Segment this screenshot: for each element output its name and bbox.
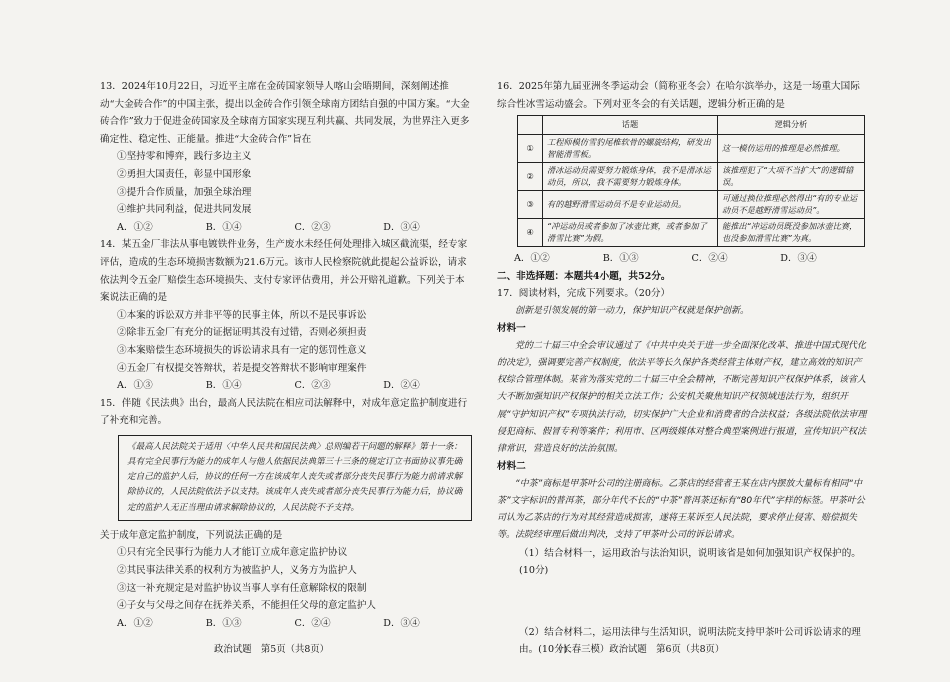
section-2-heading: 二、非选择题：本题共4小题，共52分。 — [497, 270, 671, 282]
q14-choice-d: D．②④ — [383, 380, 420, 392]
q16-row-2-topic: 滑冰运动员需要努力锻炼身体，我不是滑冰运动员，所以，我不需要努力锻炼身体。 — [543, 163, 718, 191]
q16-row-4-analysis: 能推出“冲运动员既没参加冰壶比赛，也没参加滑雪比赛”为真。 — [718, 219, 865, 247]
q14-choice-b: B．①④ — [205, 380, 242, 392]
q15-item-2: ②其民事法律关系的权利方为被监护人，义务方为监护人 — [117, 565, 357, 577]
q15-item-4: ④子女与父母之间存在抚养关系，不能担任父母的意定监护人 — [117, 600, 377, 612]
q16-row-3-topic: 有的越野滑雪运动员不是专业运动员。 — [543, 191, 718, 219]
q16-stem: 16．2025年第九届亚洲冬季运动会（简称亚冬会）在哈尔滨举办，这是一场重大国际综合性冰雪运动盛会。下列对亚冬会的有关话题，逻辑分析正确的是 — [497, 81, 860, 110]
q16-header-topic: 话题 — [543, 116, 718, 135]
q17-material-2: “中茶”商标是甲茶叶公司的注册商标。乙茶店的经营者王某在店内摆放大量标有相同“中茶”文字标识的普洱茶，部分年代不长的“中茶”普洱茶还标有“80年代”字样的标签。甲茶叶公司认为乙茶店的行为对其经营造成损害，遂将王某诉至人民法院，要求停止侵害、赔偿损失等。法院经审理后做出判决，支持了甲茶叶公司的诉讼请求。 — [497, 478, 865, 541]
q16-header-analysis: 逻辑分析 — [718, 116, 865, 135]
q13-choice-b: B．①④ — [205, 221, 242, 233]
q16-header-blank — [518, 116, 543, 135]
page-6-footer: （长春三模）政治试题 第6页（共8页） — [553, 644, 725, 655]
q15-item-1: ①只有完全民事行为能力人才能订立成年意定监护协议 — [117, 547, 348, 559]
q13-stem: 13．2024年10月22日，习近平主席在金砖国家领导人喀山会晤期间，深刻阐述推动“大金砖合作”的中国主张，提出以金砖合作引领全球南方团结自强的中国方案。“大金砖合作”致力于促进金砖国家及全球南方国家实现互利共赢、共同发展，为世界注入更多确定性、稳定性、正能量。推进“大金砖合作”旨在 — [100, 81, 470, 145]
page-5 — [100, 78, 472, 632]
q14-item-2: ②除非五金厂有充分的证据证明其没有过错，否则必须担责 — [117, 327, 367, 339]
q13-choice-a: A．①② — [117, 221, 153, 233]
q14-choice-c: C．②③ — [294, 380, 331, 392]
q13-choice-c: C．②③ — [294, 221, 331, 233]
q13-item-1: ①坚持零和博弈，践行多边主义 — [117, 151, 252, 163]
q14-choices — [100, 377, 472, 395]
q16-row-3-num: ③ — [518, 191, 543, 219]
q16-choices — [497, 250, 869, 268]
page-5-footer: 政治试题 第5页（共8页） — [214, 644, 330, 655]
table-row — [518, 163, 865, 191]
q13-choice-d: D．③④ — [383, 221, 420, 233]
q15-item-3: ③这一补充规定是对监护协议当事人享有任意解除权的限制 — [117, 582, 367, 594]
q17-subquestion-1: （1）结合材料一，运用政治与法治知识，说明该省是如何加强知识产权保护的。(10分) — [519, 547, 861, 577]
q17-material-1: 党的二十届三中全会审议通过了《中共中央关于进一步全面深化改革、推进中国式现代化的决定》，强调要完善产权制度，依法平等长久保护各类经营主体财产权，建立高效的知识产权综合管理体制。某省为落实党的二十届三中全会精神，不断完善知识产权保护体系，该省人大不断加强知识产权保护的相关立法工作；公安机关聚焦知识产权领域违法行为，组织开展“守护知识产权”专项执法行动，切实保护广大企业和消费者的合法权益；各级法院依法审理侵犯商标、假冒专利等案件；利用市、区两级媒体对整合典型案例进行报道，宣传知识产权法律常识，营造良好的法治氛围。 — [497, 340, 867, 454]
q16-row-2-num: ② — [518, 163, 543, 191]
q15-choice-b: B．①③ — [205, 617, 242, 629]
q16-choice-d: D．③④ — [780, 253, 817, 265]
q16-row-2-analysis: 该推理犯了“大项不当扩大”的逻辑错误。 — [718, 163, 865, 191]
q14-item-3: ③本案赔偿生态环境损失的诉讼请求具有一定的惩罚性意义 — [117, 344, 367, 356]
q14-choice-a: A．①③ — [117, 380, 153, 392]
q16-row-1-topic: 工程师模仿雪豹尾椎软骨的螺旋结构，研发出智能滑雪板。 — [543, 135, 718, 163]
q14-item-1: ①本案的诉讼双方并非平等的民事主体，所以不是民事诉讼 — [117, 309, 367, 321]
q17-material-1-title: 材料一 — [497, 323, 526, 335]
q15-choices — [100, 615, 472, 633]
q17-stem: 17．阅读材料，完成下列要求。（20分） — [497, 288, 671, 300]
q13-item-3: ③提升合作质量，加强全球治理 — [117, 186, 252, 198]
q16-row-3-analysis: 可通过换位推理必然得出“有的专业运动员不是越野滑雪运动员”。 — [718, 191, 865, 219]
q16-choice-b: B．①③ — [602, 253, 639, 265]
q16-row-1-num: ① — [518, 135, 543, 163]
table-row — [518, 191, 865, 219]
q14-item-4: ④五金厂有权提交答辩状，若是提交答辩状不影响审理案件 — [117, 362, 367, 374]
q16-choice-a: A．①② — [514, 253, 550, 265]
q13-item-4: ④维护共同利益，促进共同发展 — [117, 204, 252, 216]
q13-choices — [100, 219, 472, 237]
q15-stem: 15．伴随《民法典》出台，最高人民法院在相应司法解释中，对成年意定监护制度进行了补充和完善。 — [100, 397, 468, 427]
answer-space-1 — [497, 580, 869, 624]
q15-choice-c: C．②④ — [294, 617, 331, 629]
q16-row-1-analysis: 这一模仿运用的推理是必然推理。 — [718, 135, 865, 163]
q14-stem: 14．某五金厂非法从事电镀铁件业务，生产废水未经任何处理排入城区截流渠，经专家评估，造成的生态环境损害数额为21.6万元。该市人民检察院就此提起公益诉讼，请求依法判令五金厂赔偿生态环境损失、支付专家评估费用，并公开赔礼道歉。下列关于本案说法正确的是 — [100, 239, 468, 304]
q16-row-4-topic: “冲运动员或者参加了冰壶比赛，或者参加了滑雪比赛”为假。 — [543, 219, 718, 247]
q16-table — [517, 115, 865, 247]
q17-subquestion-2: （2）结合材料二，运用法律与生活知识，说明法院支持甲茶叶公司诉讼请求的理由。(10分) — [519, 626, 861, 656]
q17-material-2-title: 材料二 — [497, 461, 526, 473]
q15-quote-box: 《最高人民法院关于适用〈中华人民共和国民法典〉总则编若干问题的解释》第十一条：具有完全民事行为能力的成年人与他人依据民法典第三十三条的规定订立书面协议事先确定自己的监护人后，协议的任何一方在该成年人丧失或者部分丧失民事行为能力前请求解除协议的，人民法院依法予以支持。该成年人丧失或者部分丧失民事行为能力后，协议确定的监护人无正当理由请求解除协议的，人民法院不予支持。 — [118, 435, 472, 521]
q16-choice-c: C．②④ — [691, 253, 728, 265]
q15-choice-a: A．①② — [117, 617, 153, 629]
q13-item-2: ②勇担大国责任，彰显中国形象 — [117, 168, 252, 180]
q16-row-4-num: ④ — [518, 219, 543, 247]
table-row — [518, 219, 865, 247]
q15-choice-d: D．③④ — [383, 617, 420, 629]
table-row — [518, 135, 865, 163]
q17-intro: 创新是引领发展的第一动力，保护知识产权就是保护创新。 — [515, 305, 750, 316]
page-6 — [497, 78, 869, 659]
q15-ask: 关于成年意定监护制度，下列说法正确的是 — [100, 529, 283, 541]
q16-table-header — [518, 116, 865, 135]
